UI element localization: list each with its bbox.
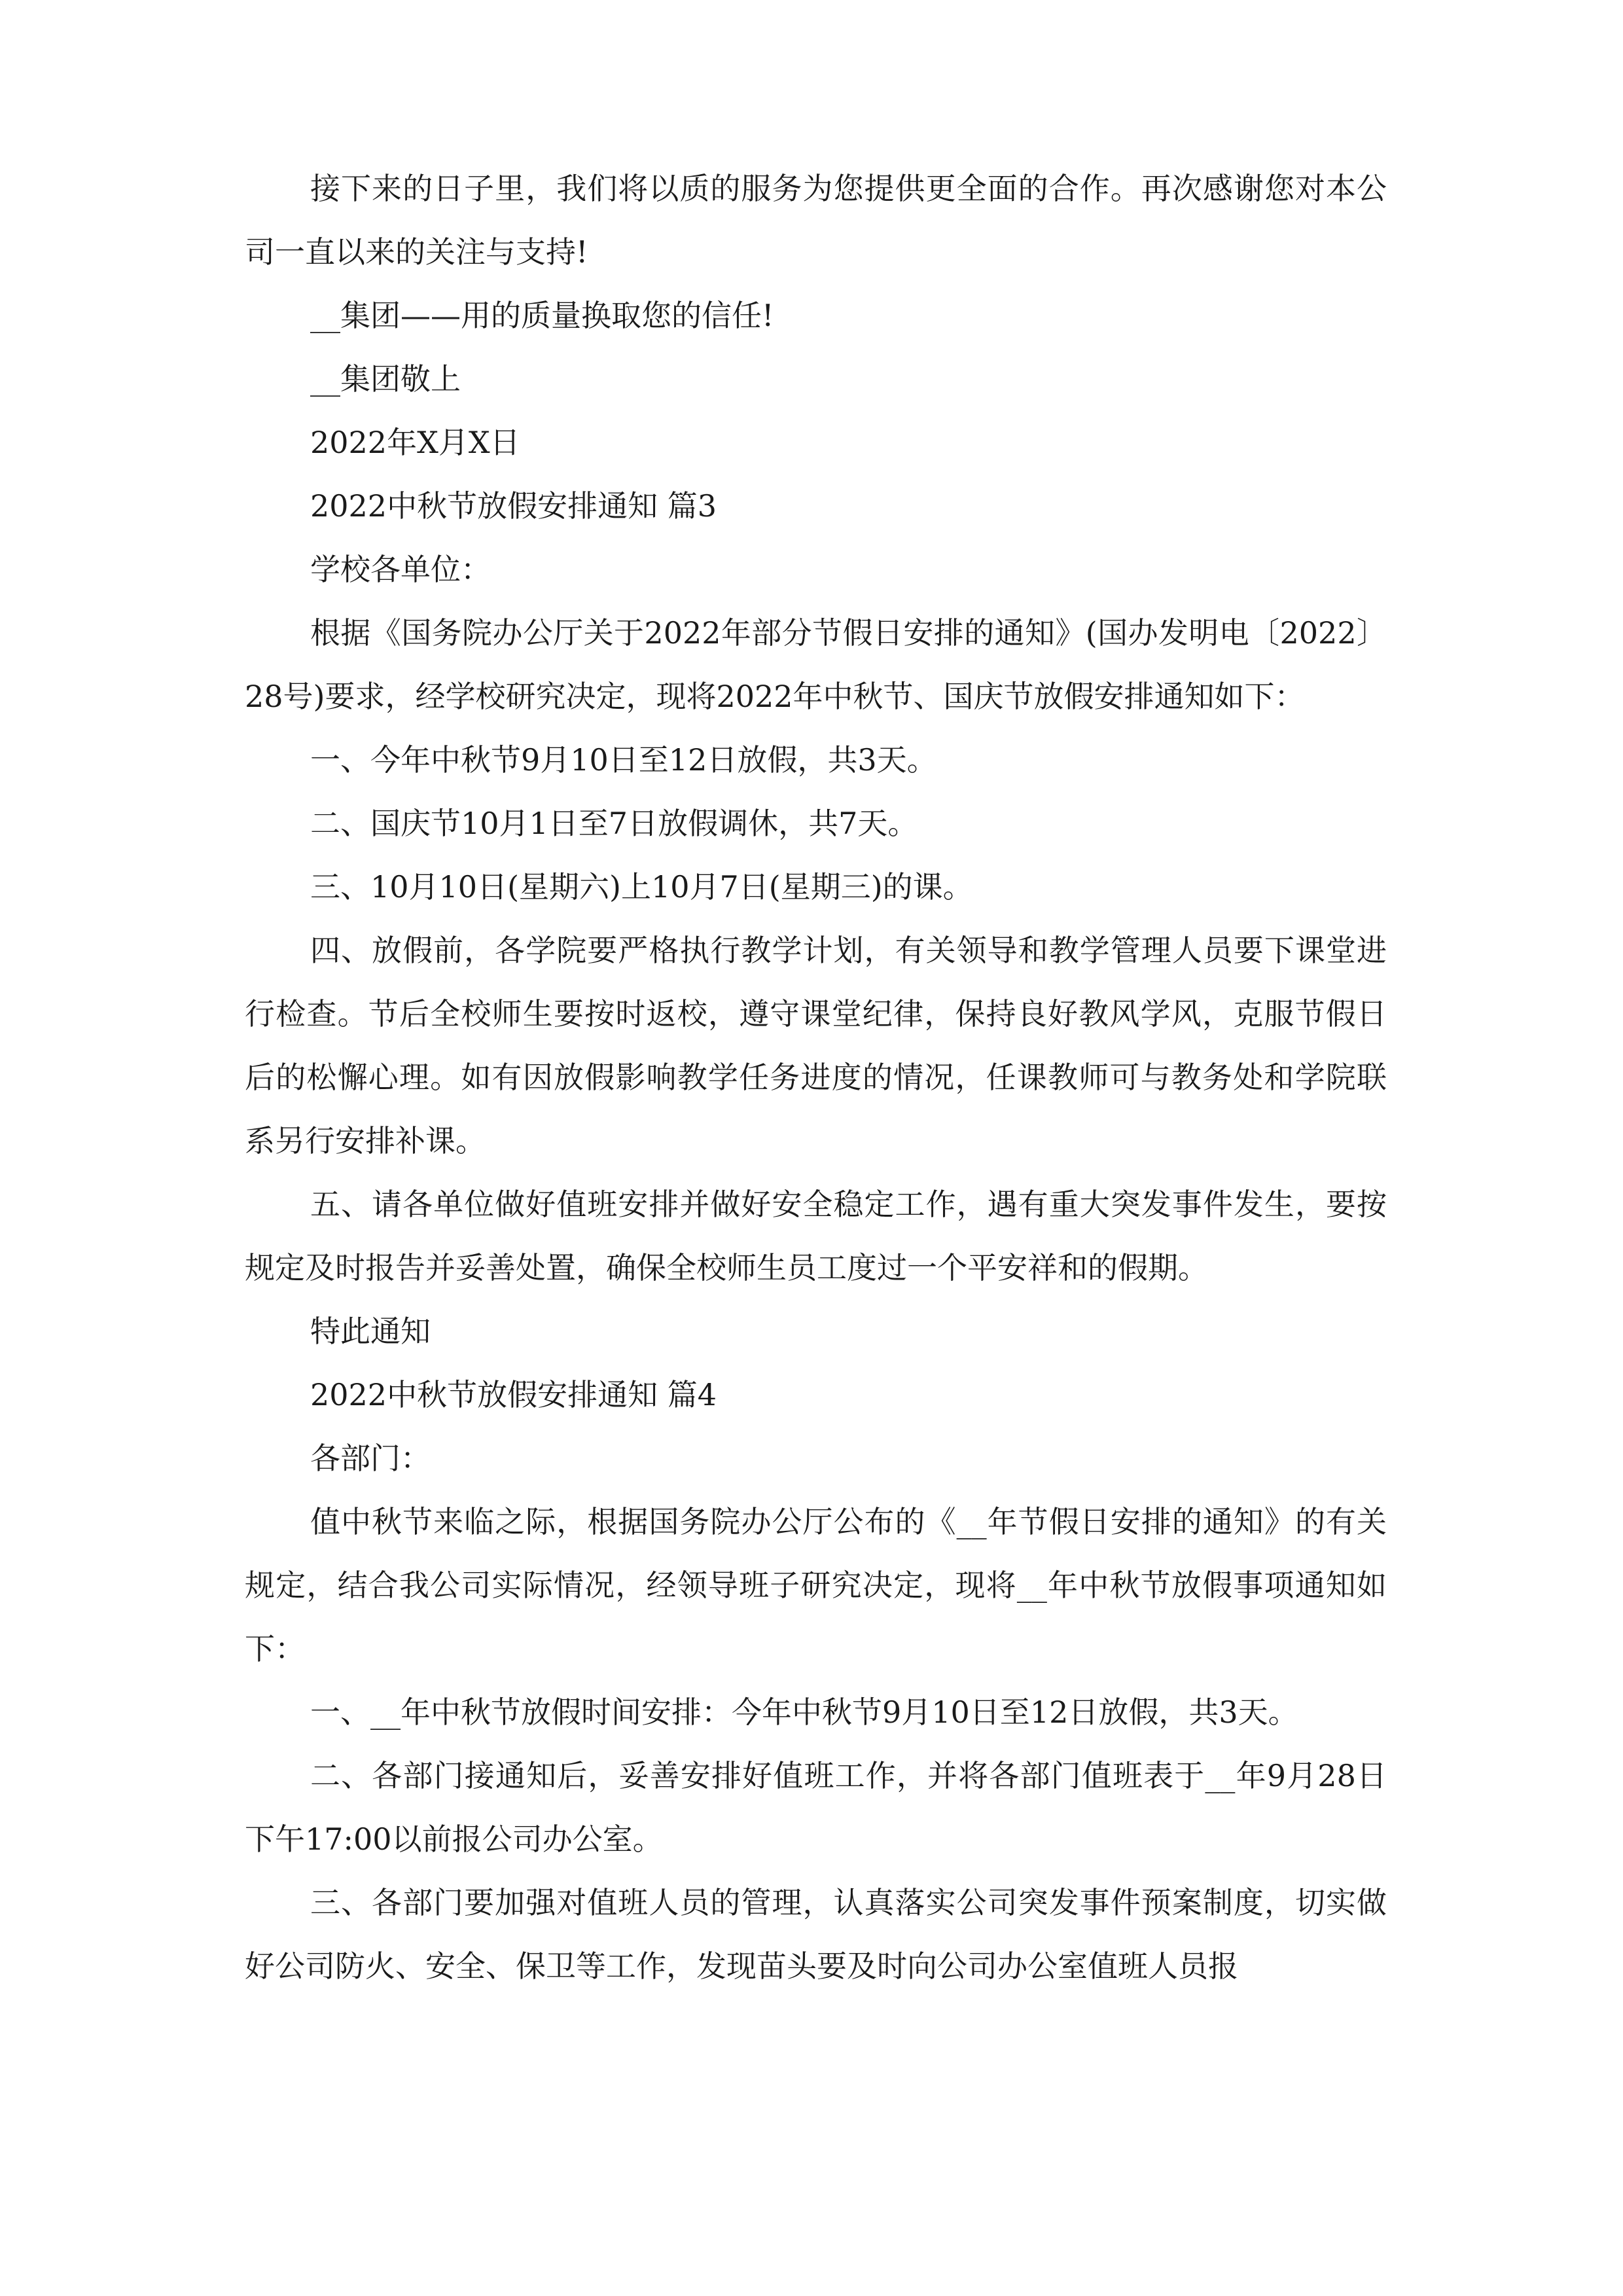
paragraph: 值中秋节来临之际，根据国务院办公厅公布的《__年节假日安排的通知》的有关规定，结合我公司实际情况，经领导班子研究决定，现将__年中秋节放假事项通知如下： (245, 1504, 1387, 1666)
list-item: 二、各部门接通知后，妥善安排好值班工作，并将各部门值班表于__年9月28日下午17:00以前报公司办公室。 (245, 1758, 1387, 1857)
list-item: 二、国庆节10月1日至7日放假调休，共7天。 (310, 806, 918, 841)
slogan-line: __集团——用的质量换取您的信任! (310, 298, 774, 333)
list-item: 一、__年中秋节放假时间安排：今年中秋节9月10日至12日放假，共3天。 (310, 1695, 1298, 1730)
document-page (245, 157, 1387, 1998)
closing-line: 特此通知 (310, 1314, 431, 1349)
paragraph: 接下来的日子里，我们将以质的服务为您提供更全面的合作。再次感谢您对本公司一直以来的关注与支持! (245, 171, 1387, 270)
section-title: 2022中秋节放假安排通知 篇4 (310, 1377, 717, 1412)
paragraph: 根据《国务院办公厅关于2022年部分节假日安排的通知》(国办发明电〔2022〕28号)要求，经学校研究决定，现将2022年中秋节、国庆节放假安排通知如下： (245, 615, 1387, 714)
list-item: 四、放假前，各学院要严格执行教学计划，有关领导和教学管理人员要下课堂进行检查。节后全校师生要按时返校，遵守课堂纪律，保持良好教风学风，克服节假日后的松懈心理。如有因放假影响教学任务进度的情况，任课教师可与教务处和学院联系另行安排补课。 (245, 933, 1387, 1158)
salutation: 学校各单位： (310, 552, 491, 587)
list-item: 五、请各单位做好值班安排并做好安全稳定工作，遇有重大突发事件发生，要按规定及时报告并妥善处置，确保全校师生员工度过一个平安祥和的假期。 (245, 1187, 1387, 1285)
date-line: 2022年X月X日 (310, 425, 520, 460)
salutation: 各部门： (310, 1441, 431, 1476)
section-title: 2022中秋节放假安排通知 篇3 (310, 488, 717, 524)
list-item: 三、10月10日(星期六)上10月7日(星期三)的课。 (310, 869, 973, 905)
list-item: 三、各部门要加强对值班人员的管理，认真落实公司突发事件预案制度，切实做好公司防火、安全、保卫等工作，发现苗头要及时向公司办公室值班人员报 (245, 1885, 1387, 1984)
list-item: 一、今年中秋节9月10日至12日放假，共3天。 (310, 742, 937, 778)
signature-line: __集团敬上 (310, 361, 461, 397)
